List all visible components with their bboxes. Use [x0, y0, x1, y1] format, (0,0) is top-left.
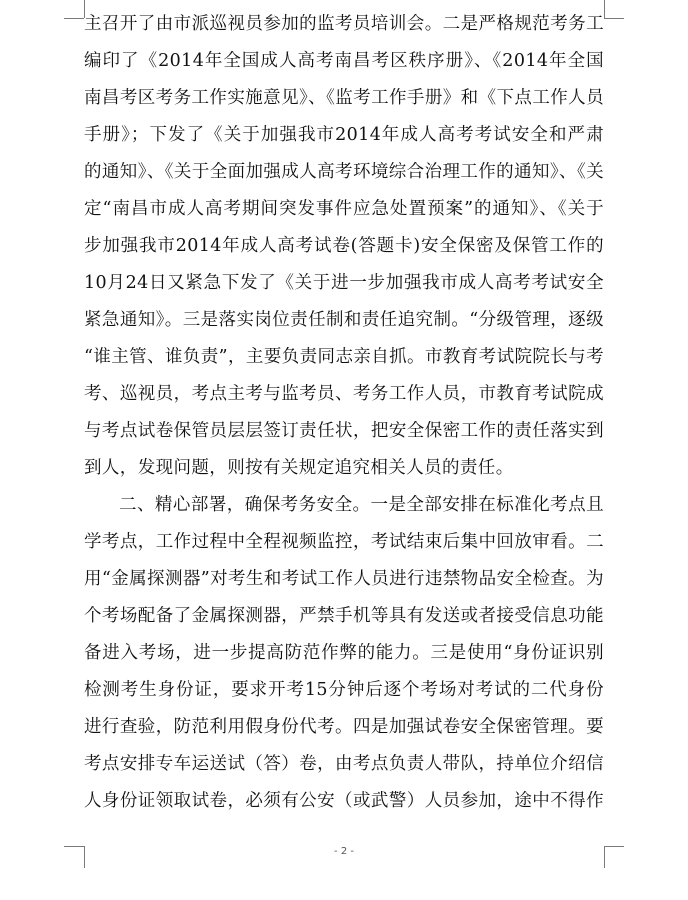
- text-line: 考点安排专车运送试（答）卷，由考点负责人带队，持单位介绍信: [84, 754, 604, 774]
- text-line: 与考点试卷保管员层层签订责任状，把安全保密工作的责任落实到: [84, 421, 604, 441]
- page-number: - 2 -: [334, 846, 354, 857]
- text-line: 南昌考区考务工作实施意见》、《监考工作手册》和《下点工作人员: [84, 88, 604, 108]
- text-line: 考、巡视员，考点主考与监考员、考务工作人员，市教育考试院成: [84, 384, 604, 404]
- text-line: “谁主管、谁负责”，主要负责同志亲自抓。市教育考试院院长与考: [84, 347, 604, 367]
- text-line: 编印了《2014年全国成人高考南昌考区秩序册》、《2014年全国: [84, 51, 604, 71]
- text-line: 定“南昌市成人高考期间突发事件应急处置预案”的通知》、《关于: [84, 199, 604, 219]
- text-line: 学考点，工作过程中全程视频监控，考试结束后集中回放审看。二: [84, 532, 604, 552]
- text-line: 检测考生身份证，要求开考15分钟后逐个考场对考试的二代身份: [84, 680, 604, 700]
- text-line: 到人，发现问题，则按有关规定追究相关人员的责任。: [84, 458, 514, 478]
- text-line: 个考场配备了金属探测器，严禁手机等具有发送或者接受信息功能: [84, 606, 604, 626]
- text-line: 二、精心部署，确保考务安全。一是全部安排在标准化考点且: [119, 495, 604, 515]
- text-line: 紧急通知》。三是落实岗位责任制和责任追究制。“分级管理，逐级: [84, 310, 604, 330]
- text-line: 主召开了由市派巡视员参加的监考员培训会。二是严格规范考务工: [84, 14, 604, 34]
- text-line: 备进入考场，进一步提高防范作弊的能力。三是使用“身份证识别: [84, 643, 604, 663]
- text-line: 人身份证领取试卷，必须有公安（或武警）人员参加，途中不得作: [84, 791, 604, 811]
- text-line: 手册》；下发了《关于加强我市2014年成人高考考试安全和严肃: [84, 125, 604, 145]
- text-line: 步加强我市2014年成人高考试卷(答题卡)安全保密及保管工作的: [84, 236, 604, 256]
- body-text: [84, 6, 604, 820]
- text-line: 的通知》、《关于全面加强成人高考环境综合治理工作的通知》、《关: [84, 162, 604, 182]
- text-line: 10月24日又紧急下发了《关于进一步加强我市成人高考考试安全: [84, 273, 604, 293]
- text-line: 用“金属探测器”对考生和考试工作人员进行违禁物品安全检查。为: [84, 569, 604, 589]
- text-line: 进行查验，防范利用假身份代考。四是加强试卷安全保密管理。要: [84, 717, 604, 737]
